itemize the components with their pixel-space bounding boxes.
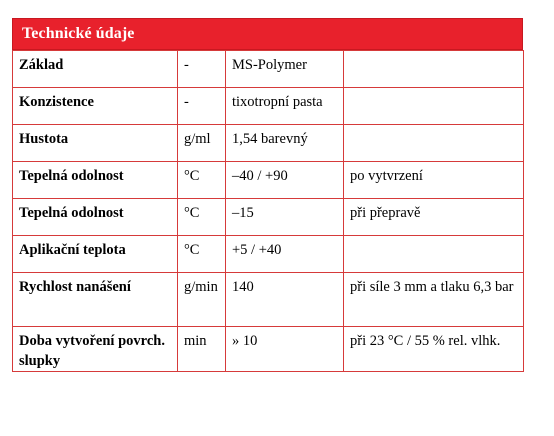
note-cell: při přepravě (344, 199, 524, 236)
param-cell: Hustota (13, 125, 178, 162)
param-cell: Tepelná odolnost (13, 162, 178, 199)
note-cell (344, 88, 524, 125)
table-row (13, 199, 524, 236)
unit-cell: °C (178, 162, 226, 199)
value-cell: MS-Polymer (226, 51, 344, 88)
unit-cell: min (178, 327, 226, 372)
value-cell: tixotropní pasta (226, 88, 344, 125)
table-row (13, 162, 524, 199)
param-cell: Konzistence (13, 88, 178, 125)
table-row (13, 327, 524, 372)
note-cell (344, 125, 524, 162)
note-cell (344, 51, 524, 88)
value-cell: » 10 (226, 327, 344, 372)
section-header (12, 18, 523, 50)
note-cell: při 23 °C / 55 % rel. vlhk. (344, 327, 524, 372)
param-cell: Aplikační teplota (13, 236, 178, 273)
note-cell: při síle 3 mm a tlaku 6,3 bar (344, 273, 524, 327)
note-cell (344, 236, 524, 273)
note-cell: po vytvrzení (344, 162, 524, 199)
table-row (13, 236, 524, 273)
unit-cell: g/ml (178, 125, 226, 162)
value-cell: 1,54 barevný (226, 125, 344, 162)
table-row (13, 125, 524, 162)
technical-data-sheet (12, 18, 523, 372)
unit-cell: - (178, 51, 226, 88)
unit-cell: °C (178, 236, 226, 273)
unit-cell: g/min (178, 273, 226, 327)
table-row (13, 51, 524, 88)
param-cell: Základ (13, 51, 178, 88)
unit-cell: - (178, 88, 226, 125)
value-cell: 140 (226, 273, 344, 327)
section-title: Technické údaje (22, 25, 135, 42)
table-row (13, 273, 524, 327)
value-cell: –15 (226, 199, 344, 236)
value-cell: +5 / +40 (226, 236, 344, 273)
specs-table (12, 50, 524, 372)
param-cell: Rychlost nanášení (13, 273, 178, 327)
unit-cell: °C (178, 199, 226, 236)
param-cell: Tepelná odolnost (13, 199, 178, 236)
value-cell: –40 / +90 (226, 162, 344, 199)
table-row (13, 88, 524, 125)
param-cell: Doba vytvoření povrch. slupky (13, 327, 178, 372)
